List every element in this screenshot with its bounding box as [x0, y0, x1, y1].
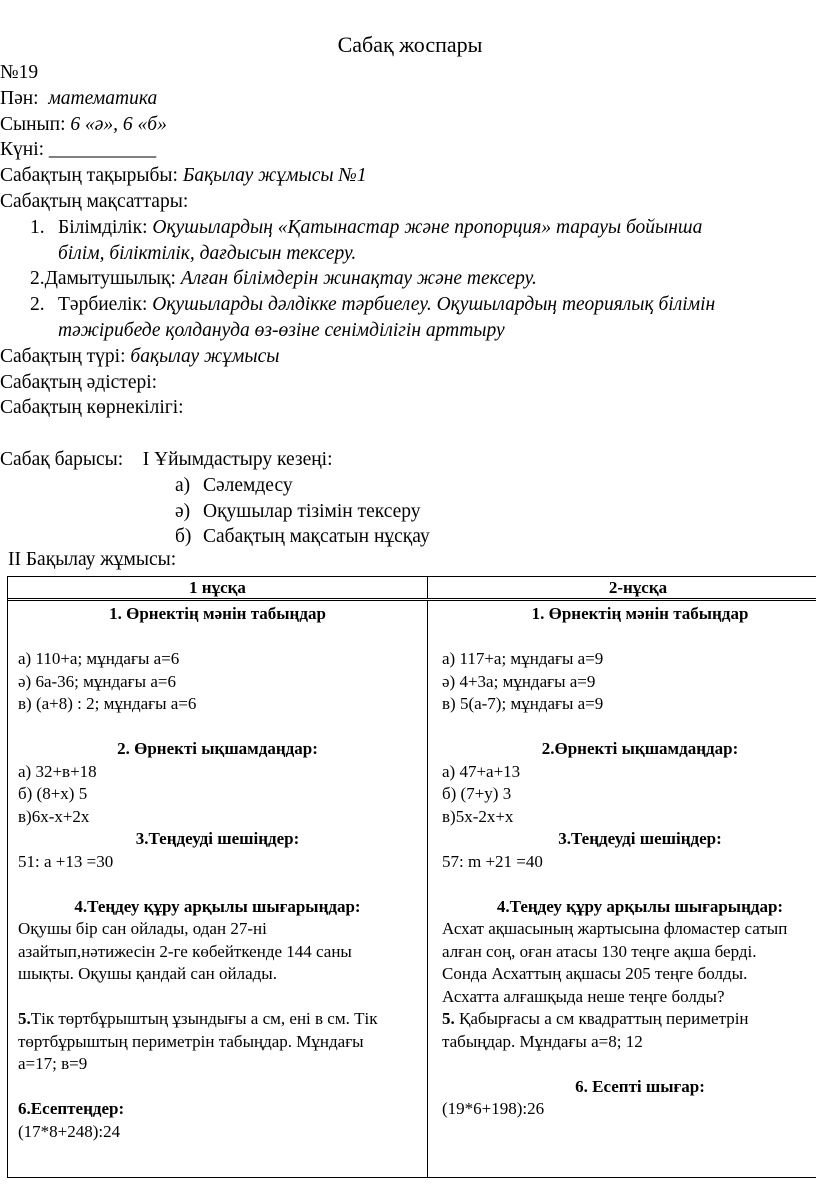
- task-line: [442, 851, 816, 874]
- step-letter: ә): [175, 500, 191, 522]
- task-text: а) 47+а+13: [442, 761, 521, 781]
- task-text: 57: m +21 =40: [442, 851, 543, 871]
- task-text: в)5х-2х+х: [442, 806, 514, 826]
- task-line: [18, 1121, 417, 1144]
- task-line: [18, 918, 417, 941]
- task-line: [18, 648, 417, 671]
- task-text: Асхат ақшасының жартысына фломастер сатып: [442, 919, 788, 938]
- task-line: [18, 1031, 417, 1054]
- progress-step: [0, 499, 715, 525]
- type-label: Сабақтың түрі:: [0, 345, 126, 367]
- task-text: Қабырғасы а см квадраттың периметрін: [454, 1009, 749, 1028]
- task-line: [18, 941, 417, 964]
- task-heading: [442, 896, 816, 919]
- task-number: 5.: [442, 1009, 455, 1028]
- task-text: Оқушы бір сан ойлады, одан 27-ні: [18, 919, 267, 938]
- task-line: [18, 963, 417, 986]
- goal-text: Алған білімдерін жинақтау және тексеру.: [180, 268, 537, 290]
- goal-item: [0, 215, 715, 241]
- topic-value: Бақылау жұмысы №1: [182, 165, 367, 187]
- blank-line: [18, 1076, 417, 1099]
- task-line: [442, 806, 816, 829]
- progress-label: Сабақ барысы:: [0, 448, 124, 470]
- table-header-row: [8, 577, 816, 601]
- task-line: [18, 783, 417, 806]
- test-table: [7, 576, 816, 1178]
- task-text: Асхатта алғашқыда неше теңге болды?: [442, 986, 725, 1006]
- lesson-header: [0, 60, 715, 570]
- task-text: 51: а +13 =30: [18, 851, 114, 871]
- table-body-row: [8, 601, 816, 1177]
- task-text: 3.Теңдеуді шешіңдер:: [558, 829, 722, 848]
- goal-text: Оқушылардың «Қатынастар және пропорция» тарауы бойынша: [152, 216, 703, 238]
- task-line: [442, 1098, 816, 1121]
- task-number: 5.: [18, 1009, 31, 1028]
- goal-item: [0, 266, 715, 292]
- blank-line: [18, 873, 417, 896]
- topic-line: [0, 163, 715, 189]
- goal-item-cont: [0, 241, 715, 267]
- header-variant-2: 2-нұсқа: [608, 578, 668, 597]
- header-variant-1: 1 нұсқа: [8, 577, 428, 598]
- variant-1-cell: [8, 601, 428, 1177]
- step-letter: б): [175, 526, 192, 548]
- lesson-number: №19: [0, 62, 39, 83]
- blank-line: [442, 873, 816, 896]
- task-line: [442, 963, 816, 986]
- goal-number: 1.: [30, 216, 45, 238]
- day-label: Күні:: [0, 139, 45, 161]
- task-line: [18, 806, 417, 829]
- task-text: 3.Теңдеуді шешіңдер:: [135, 829, 300, 848]
- blank-line: [18, 626, 417, 649]
- methods-label: Сабақтың әдістері:: [0, 371, 158, 393]
- blank-line: [442, 1053, 816, 1076]
- task-line: [442, 918, 816, 941]
- step-letter: а): [175, 474, 191, 496]
- task-number: 6.Есептеңдер:: [18, 1099, 125, 1118]
- grade-line: [0, 112, 715, 138]
- blank-line: [18, 986, 417, 1009]
- topic-label: Сабақтың тақырыбы:: [0, 165, 178, 187]
- goals-label: Сабақтың мақсаттары:: [0, 190, 189, 212]
- task-line: [442, 1008, 816, 1031]
- task-line: [442, 783, 816, 806]
- task-text: а) 110+а; мұндағы а=6: [18, 649, 180, 668]
- task-text: 2. Өрнекті ықшамдаңдар:: [117, 739, 318, 758]
- variant-2-cell: [428, 601, 816, 1177]
- goal-number: 2.: [30, 268, 45, 290]
- task-text: в) 5(а-7); мұндағы а=9: [442, 694, 604, 713]
- blank-line: [442, 626, 816, 649]
- visuals-label: Сабақтың көрнекілігі:: [0, 397, 184, 419]
- task-line: [442, 671, 816, 694]
- task-heading: [18, 603, 417, 626]
- grade-label: Сынып:: [0, 113, 66, 135]
- task-text: Сонда Асхаттың ақшасы 205 теңге болды.: [442, 964, 748, 983]
- type-value: бақылау жұмысы: [130, 345, 280, 367]
- task-text: а) 117+а; мұндағы а=9: [442, 649, 604, 668]
- task-text: а=17; в=9: [18, 1054, 88, 1073]
- task-text: шықты. Оқушы қандай сан ойлады.: [18, 964, 277, 983]
- task-line: [18, 671, 417, 694]
- task-line: [18, 1008, 417, 1031]
- task-line: [442, 693, 816, 716]
- task-text: Тік төртбұрыштың ұзындығы а см, ені в см. Тік: [30, 1009, 378, 1028]
- goal-item: [0, 292, 715, 318]
- goal-label: Білімділік:: [58, 216, 148, 238]
- task-text: азайтып,нәтижесін 2-ге көбейткенде 144 саны: [18, 941, 352, 961]
- blank-line: [18, 716, 417, 739]
- task-line: [442, 1031, 816, 1054]
- task-heading: [18, 828, 417, 851]
- progress-step: [0, 473, 715, 499]
- task-text: ә) 6а-36; мұндағы а=6: [18, 671, 176, 691]
- task-line: [18, 693, 417, 716]
- task-line: [442, 986, 816, 1009]
- task-line: [18, 851, 417, 874]
- task-line: [18, 1053, 417, 1076]
- task-text: 6. Есепті шығар:: [575, 1076, 705, 1096]
- task-text: 4.Теңдеу құру арқылы шығарыңдар:: [496, 896, 784, 916]
- task-text: б) (8+х) 5: [18, 784, 88, 803]
- type-line: [0, 344, 715, 370]
- progress-stage: І Ұйымдастыру кезеңі:: [142, 448, 333, 470]
- goal-label: Дамытушылық:: [44, 268, 176, 290]
- task-line: [442, 761, 816, 784]
- day-value: ___________: [48, 139, 157, 161]
- goal-text: Оқушыларды дәлдікке тәрбиелеу. Оқушылардың теориялық білімін: [152, 294, 716, 316]
- task-heading: [18, 738, 417, 761]
- task-line: [442, 648, 816, 671]
- task-text: 1. Өрнектің мәнін табыңдар: [109, 604, 326, 623]
- goal-number: 2.: [30, 294, 45, 316]
- task-text: 2.Өрнекті ықшамдаңдар:: [541, 739, 739, 758]
- task-text: (19*6+198):26: [442, 1099, 545, 1118]
- task-heading: [18, 896, 417, 919]
- progress-line: [0, 447, 715, 473]
- page-title: Сабақ жоспары: [337, 32, 483, 57]
- subject-label: Пән:: [0, 87, 39, 109]
- task-heading: [442, 828, 816, 851]
- goal-text: білім, біліктілік, дағдысын тексеру.: [58, 242, 357, 264]
- task-text: (17*8+248):24: [18, 1121, 121, 1141]
- progress-step: [0, 524, 715, 550]
- step-text: Оқушылар тізімін тексеру: [203, 500, 421, 522]
- goal-text: тәжірибеде қолдануда өз-өзіне сенімділігін арттыру: [58, 319, 505, 341]
- step-text: Сәлемдесу: [203, 474, 293, 496]
- task-text: төртбұрыштың периметрін табыңдар. Мұндағы: [18, 1031, 364, 1051]
- task-line: [442, 941, 816, 964]
- task-text: в)6х-х+2х: [18, 806, 90, 826]
- grade-value: 6 «ә», 6 «б»: [70, 113, 167, 135]
- task-text: 1. Өрнектің мәнін табыңдар: [531, 604, 749, 623]
- task-text: 4.Теңдеу құру арқылы шығарыңдар:: [74, 896, 361, 916]
- task-text: в) (а+8) : 2; мұндағы а=6: [18, 694, 197, 713]
- task-heading: [442, 603, 816, 626]
- task-text: табыңдар. Мұндағы а=8; 12: [442, 1031, 643, 1051]
- task-text: б) (7+у) 3: [442, 784, 512, 803]
- task-heading: [442, 1076, 816, 1099]
- task-text: а) 32+в+18: [18, 761, 97, 781]
- task-line: [18, 761, 417, 784]
- task-line: [18, 1098, 417, 1121]
- subject-value: математика: [48, 87, 158, 109]
- step-text: Сабақтың мақсатын нұсқау: [203, 526, 430, 548]
- task-text: алған соң, оған атасы 130 теңге ақша берді.: [442, 941, 757, 961]
- blank-line: [442, 716, 816, 739]
- goal-label: Тәрбиелік:: [58, 294, 148, 316]
- day-line: [0, 137, 715, 163]
- task-text: ә) 4+3а; мұндағы а=9: [442, 671, 596, 691]
- task-heading: [442, 738, 816, 761]
- goal-item-cont: [0, 318, 715, 344]
- subject-line: [0, 86, 715, 112]
- part2-label: ІІ Бақылау жұмысы:: [8, 549, 177, 571]
